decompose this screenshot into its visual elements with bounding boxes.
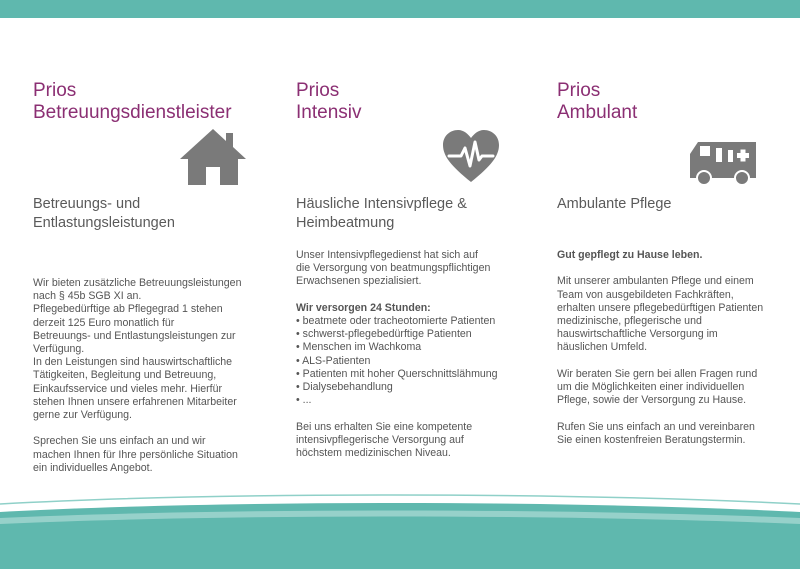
body-paragraph: Wir bieten zusätzliche Betreuungsleistungen nach § 45b SGB XI an. Pflegebedürftige ab Pflegegrad 1 stehen derzeit 125 Euro monatlich für Betreuungs- und Entlastungsleistungen zur Verfügung. In den Leistungen sind hauswirtschaftliche Tätigkeiten, Begleitung und Betreuung, Einkaufsservice und vieles mehr. Hierfür stehen Ihnen unsere erfahrenen Mitarbeiter gerne zur Verfügung. [33,277,242,422]
heart-pulse-icon [441,128,501,184]
house-icon [178,127,248,187]
body-paragraph: Bei uns erhalten Sie eine kompetente intensivpflegerische Versorgung auf höchstem medizinischen Niveau. [296,420,473,460]
title-line-2: Betreuungsdienstleister [33,102,232,123]
subtitle-line-1: Ambulante Pflege [557,196,672,212]
lead-heading: Gut gepflegt zu Hause leben. [557,249,703,261]
column-betreuung [33,80,273,124]
body-paragraph: Rufen Sie uns einfach an und vereinbaren Sie einen kostenfreien Beratungstermin. [557,420,755,446]
title-line-1: Prios [33,80,77,101]
list-item: • schwerst-pflegebedürftige Patienten [296,328,546,341]
list-item: • beatmete oder tracheotomierte Patienten [296,315,546,328]
column-title [557,80,797,124]
title-line-1: Prios [296,80,340,101]
list-item: • ALS-Patienten [296,355,546,368]
list-item: • Patienten mit hoher Querschnittslähmung [296,368,546,381]
subtitle-line-2: Entlastungsleistungen [33,215,175,231]
subtitle-line-1: Häusliche Intensivpflege & [296,196,467,212]
column-intensiv [296,80,536,124]
title-line-2: Intensiv [296,102,362,123]
body-paragraph: Unser Intensivpflegedienst hat sich auf die Versorgung von beatmungspflichtigen Erwachsenen spezialisiert. [296,249,491,288]
column-title [33,80,273,124]
ambulance-icon [688,138,760,188]
list-item: • Menschen im Wachkoma [296,341,546,354]
service-list [296,315,546,407]
column-subtitle [33,195,273,233]
column-subtitle [557,195,797,214]
column-body [296,249,546,473]
title-line-2: Ambulant [557,102,638,123]
column-ambulant [557,80,797,124]
body-paragraph: Sprechen Sie uns einfach an und wir machen Ihnen für Ihre persönliche Situation ein individuelles Angebot. [33,435,238,474]
column-body [33,277,283,488]
list-heading: Wir versorgen 24 Stunden: [296,301,431,314]
body-paragraph: Wir beraten Sie gern bei allen Fragen rund um die Möglichkeiten einer individuellen Pflege, sowie der Versorgung zu Hause. [557,367,758,407]
subtitle-line-2: Heimbeatmung [296,215,395,231]
column-body [557,249,797,460]
column-subtitle [296,195,536,233]
list-item: • ... [296,394,546,407]
body-paragraph: Mit unserer ambulanten Pflege und einem Team von ausgebildeten Fachkräften, erhalten unsere pflegebedürftigen Patienten medizinische, pflegerische und hauswirtschaftliche Versorgung im häuslichen Umfeld. [557,275,764,354]
title-line-1: Prios [557,80,601,101]
bottom-wave-decoration [0,490,800,569]
subtitle-line-1: Betreuungs- und [33,196,141,212]
top-teal-bar [0,0,800,18]
column-title [296,80,536,124]
list-item: • Dialysebehandlung [296,381,546,394]
